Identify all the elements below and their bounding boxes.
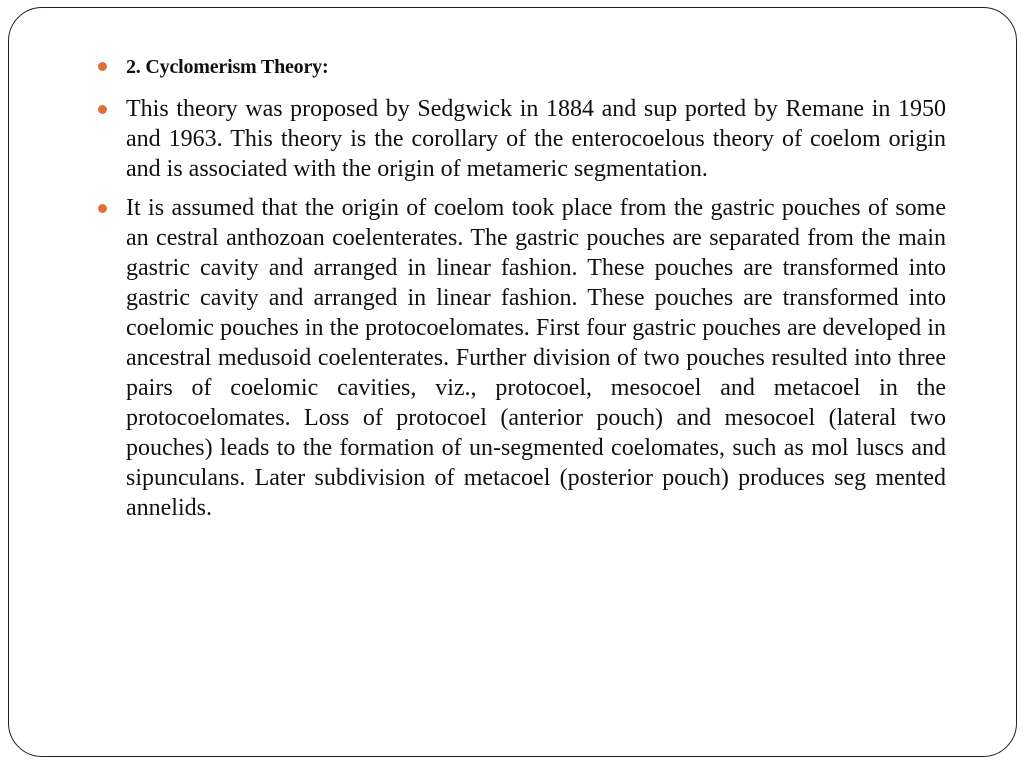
bullet-dot-icon xyxy=(98,105,107,114)
bullet-item-1 xyxy=(98,94,946,184)
bullet-dot-icon xyxy=(98,204,107,213)
slide-content xyxy=(98,52,946,523)
bullet-item-2 xyxy=(98,193,946,523)
paragraph-1: This theory was proposed by Sedgwick in 1884 and sup ported by Remane in 1950 and 1963. This theory is the corollary of the enterocoelous theory of coelom origin and is associated with the origin of metameric segmentation. xyxy=(126,96,946,182)
slide-heading: 2. Cyclomerism Theory: xyxy=(126,56,329,78)
heading-bullet-item xyxy=(98,52,946,82)
bullet-dot-icon xyxy=(98,62,107,71)
paragraph-2: It is assumed that the origin of coelom took place from the gastric pouches of some an cestral anthozoan coelenterates. The gastric pouches are separated from the main gastric cavity and arranged in linear fashion. These pouches are transformed into gastric cavity and arranged in linear fashion. These pouches are transformed into coelomic pouches in the protocoelomates. First four gastric pouches are developed in ancestral medusoid coelenterates. Further division of two pouches resulted into three pairs of coelomic cavities, viz., protocoel, mesocoel and metacoel in the protocoelomates. Loss of protocoel (anterior pouch) and mesocoel (lateral two pouches) leads to the formation of un-segmented coelomates, such as mol luscs and sipunculans. Later subdivision of metacoel (posterior pouch) produces seg mented annelids. xyxy=(126,195,946,521)
